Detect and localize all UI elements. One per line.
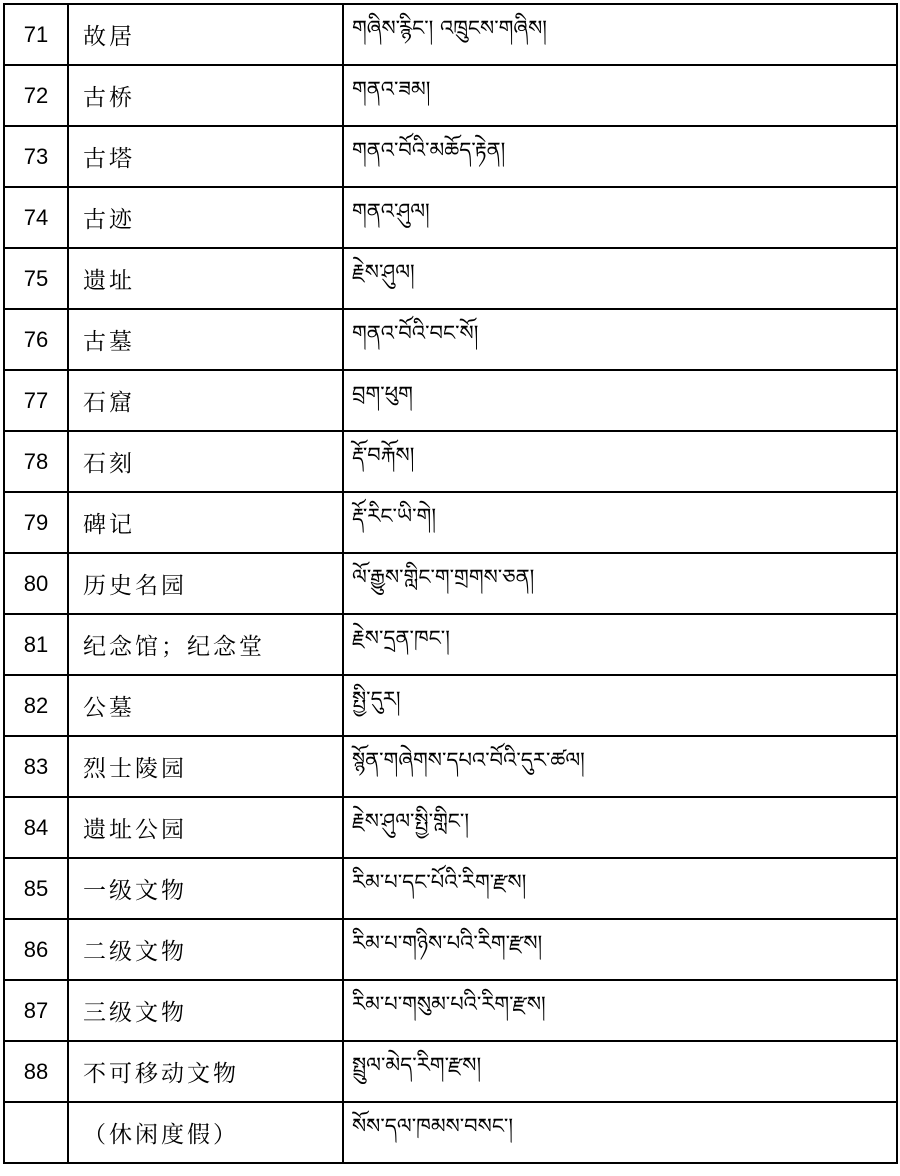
table-row <box>4 370 897 431</box>
row-number: 79 <box>4 492 68 553</box>
table-row <box>4 736 897 797</box>
table-row <box>4 492 897 553</box>
tibetan-term: བྲག་ཕུག <box>343 370 897 431</box>
chinese-term: 古迹 <box>68 187 343 248</box>
row-number: 88 <box>4 1041 68 1102</box>
chinese-term: 遗址公园 <box>68 797 343 858</box>
chinese-term: 碑记 <box>68 492 343 553</box>
row-number: 84 <box>4 797 68 858</box>
chinese-term: 古塔 <box>68 126 343 187</box>
chinese-term: 三级文物 <box>68 980 343 1041</box>
tibetan-term: གནའ་ཟམ། <box>343 65 897 126</box>
row-number <box>4 1102 68 1163</box>
table-row <box>4 919 897 980</box>
tibetan-term: རྡོ་རིང་ཡི་གེ། <box>343 492 897 553</box>
row-number: 71 <box>4 4 68 65</box>
table-row <box>4 1102 897 1163</box>
chinese-term: 一级文物 <box>68 858 343 919</box>
tibetan-term: གནའ་ཤུལ། <box>343 187 897 248</box>
tibetan-term: སོས་དལ་ཁམས་བསང་། <box>343 1102 897 1163</box>
row-number: 77 <box>4 370 68 431</box>
tibetan-term: གནའ་བོའི་མཆོད་རྟེན། <box>343 126 897 187</box>
row-number: 82 <box>4 675 68 736</box>
tibetan-term: སྤྲུལ་མེད་རིག་རྫས། <box>343 1041 897 1102</box>
row-number: 72 <box>4 65 68 126</box>
row-number: 73 <box>4 126 68 187</box>
chinese-term: 古墓 <box>68 309 343 370</box>
chinese-term: 二级文物 <box>68 919 343 980</box>
tibetan-term: སྙོན་གཞེགས་དཔའ་བོའི་དུར་ཚལ། <box>343 736 897 797</box>
chinese-term: 不可移动文物 <box>68 1041 343 1102</box>
row-number: 74 <box>4 187 68 248</box>
glossary-table <box>3 3 898 1164</box>
table-row <box>4 309 897 370</box>
glossary-body <box>4 4 897 1163</box>
table-row <box>4 797 897 858</box>
table-row <box>4 126 897 187</box>
row-number: 83 <box>4 736 68 797</box>
tibetan-term: གཞིས་རྙིང་། འཁྲུངས་གཞིས། <box>343 4 897 65</box>
chinese-term: 故居 <box>68 4 343 65</box>
tibetan-term: གནའ་བོའི་བང་སོ། <box>343 309 897 370</box>
tibetan-term: རྗེས་ཤུལ་སྤྱི་གླིང་། <box>343 797 897 858</box>
table-row <box>4 65 897 126</box>
table-row <box>4 553 897 614</box>
chinese-term: 石窟 <box>68 370 343 431</box>
chinese-term: 纪念馆；纪念堂 <box>68 614 343 675</box>
row-number: 76 <box>4 309 68 370</box>
tibetan-term: རྗེས་དྲན་ཁང་། <box>343 614 897 675</box>
table-row <box>4 1041 897 1102</box>
table-row <box>4 4 897 65</box>
row-number: 75 <box>4 248 68 309</box>
chinese-term: 公墓 <box>68 675 343 736</box>
table-row <box>4 858 897 919</box>
table-row <box>4 980 897 1041</box>
row-number: 86 <box>4 919 68 980</box>
tibetan-term: སྤྱི་དུར། <box>343 675 897 736</box>
row-number: 78 <box>4 431 68 492</box>
row-number: 85 <box>4 858 68 919</box>
table-row <box>4 614 897 675</box>
chinese-term: 石刻 <box>68 431 343 492</box>
chinese-term: 历史名园 <box>68 553 343 614</box>
tibetan-term: རིམ་པ་གསུམ་པའི་རིག་རྫས། <box>343 980 897 1041</box>
chinese-term: 古桥 <box>68 65 343 126</box>
chinese-term: 烈士陵园 <box>68 736 343 797</box>
row-number: 87 <box>4 980 68 1041</box>
table-row <box>4 248 897 309</box>
tibetan-term: རྡོ་བརྐོས། <box>343 431 897 492</box>
table-row <box>4 187 897 248</box>
tibetan-term: རྗེས་ཤུལ། <box>343 248 897 309</box>
chinese-term: 遗址 <box>68 248 343 309</box>
tibetan-term: རིམ་པ་དང་པོའི་རིག་རྫས། <box>343 858 897 919</box>
row-number: 80 <box>4 553 68 614</box>
tibetan-term: ལོ་རྒྱུས་གླིང་ག་གྲགས་ཅན། <box>343 553 897 614</box>
table-row <box>4 675 897 736</box>
tibetan-term: རིམ་པ་གཉིས་པའི་རིག་རྫས། <box>343 919 897 980</box>
table-row <box>4 431 897 492</box>
chinese-term: （休闲度假） <box>68 1102 343 1163</box>
row-number: 81 <box>4 614 68 675</box>
